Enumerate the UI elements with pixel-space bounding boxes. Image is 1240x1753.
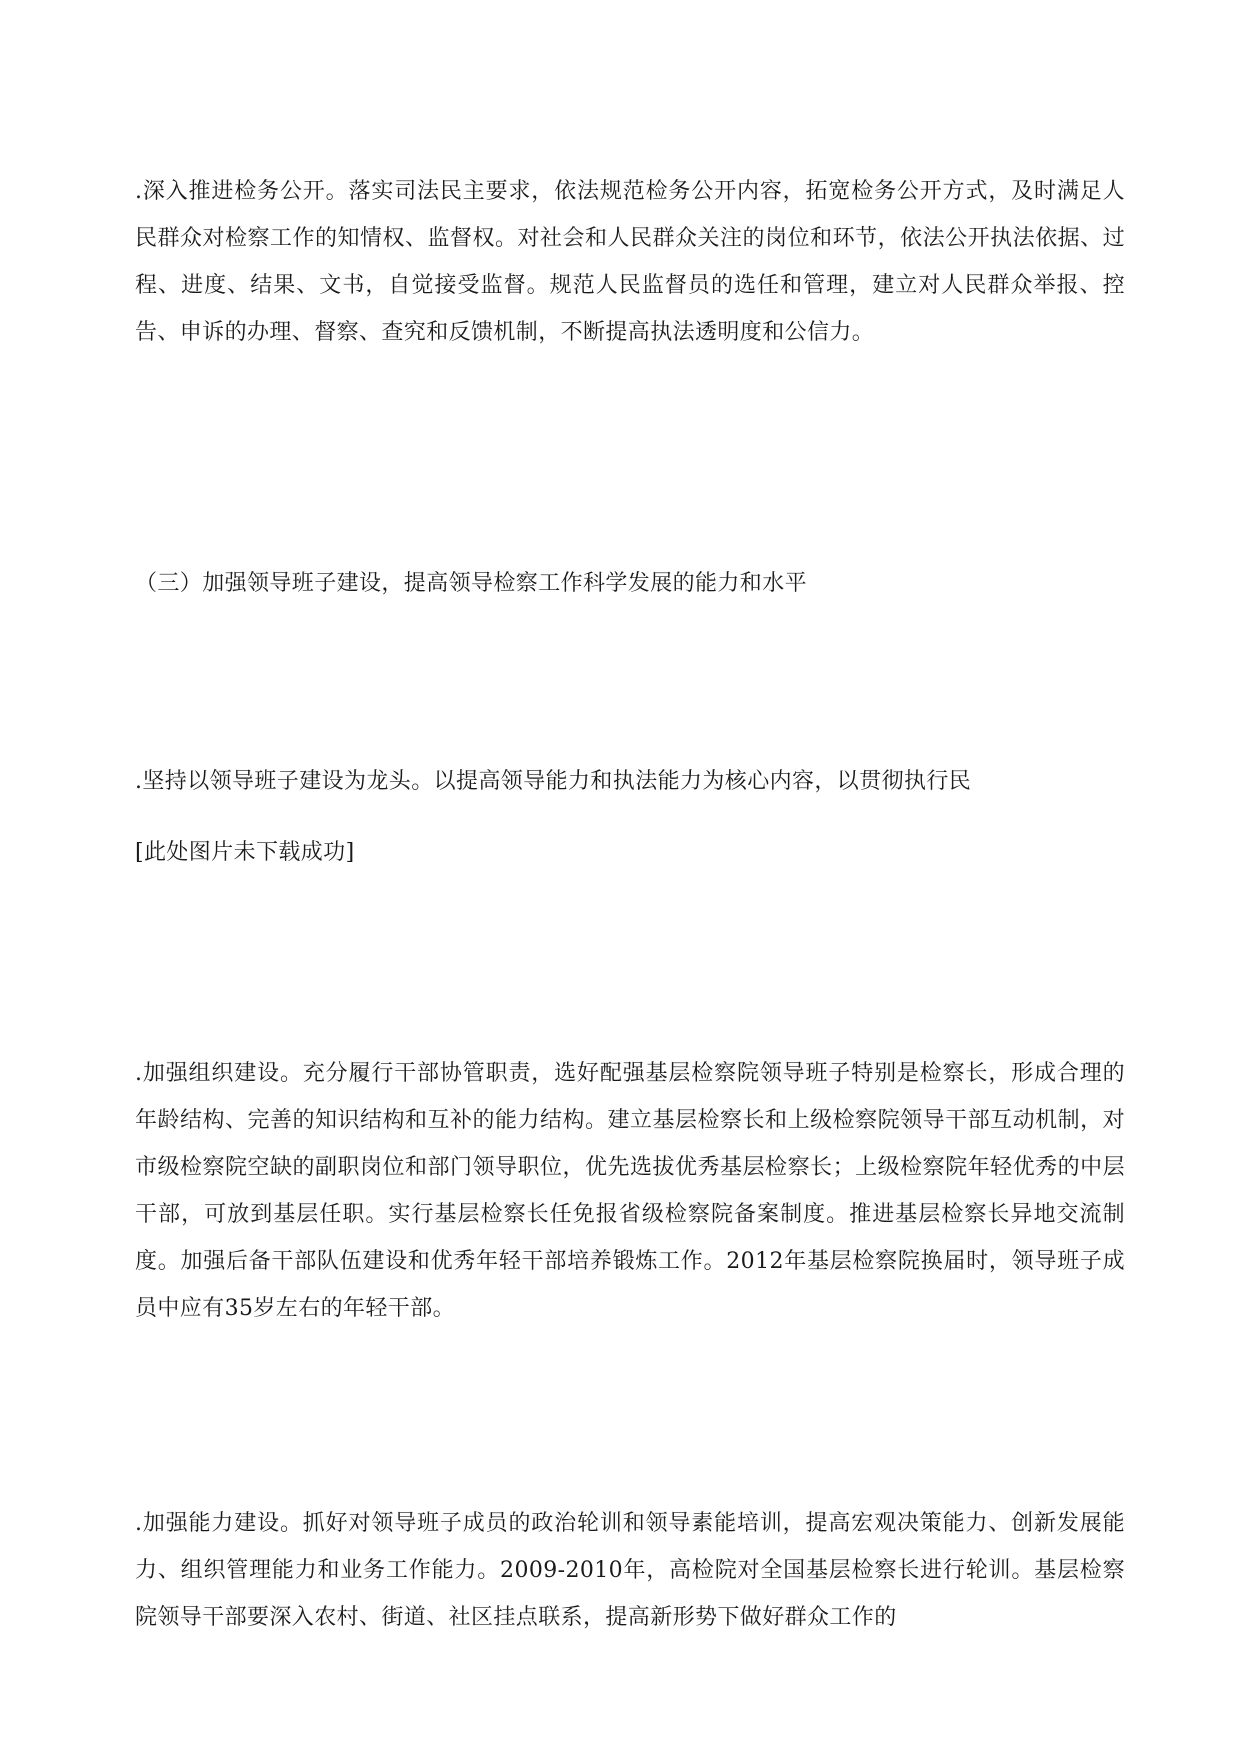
paragraph-organization-building: .加强组织建设。充分履行干部协管职责，选好配强基层检察院领导班子特别是检察长，形成合理的年龄结构、完善的知识结构和互补的能力结构。建立基层检察长和上级检察院领导干部互动机制，对市级检察院空缺的副职岗位和部门领导职位，优先选拔优秀基层检察长；上级检察院年轻优秀的中层干部，可放到基层任职。实行基层检察长任免报省级检察院备案制度。推进基层检察长异地交流制度。加强后备干部队伍建设和优秀年轻干部培养锻炼工作。2012年基层检察院换届时，领导班子成员中应有35岁左右的年轻干部。 [135,1061,1125,1321]
paragraph-leadership-core: .坚持以领导班子建设为龙头。以提高领导能力和执法能力为核心内容，以贯彻执行民 [135,769,972,794]
image-placeholder-text: [此处图片未下载成功] [135,840,355,865]
paragraph-procuratorial-openness: .深入推进检务公开。落实司法民主要求，依法规范检务公开内容，拓宽检务公开方式，及时满足人民群众对检察工作的知情权、监督权。对社会和人民群众关注的岗位和环节，依法公开执法依据、过程、进度、结果、文书，自觉接受监督。规范人民监督员的选任和管理，建立对人民群众举报、控告、申诉的办理、督察、查究和反馈机制，不断提高执法透明度和公信力。 [135,179,1125,345]
paragraph-capacity-building: .加强能力建设。抓好对领导班子成员的政治轮训和领导素能培训，提高宏观决策能力、创新发展能力、组织管理能力和业务工作能力。2009-2010年，高检院对全国基层检察长进行轮训。基层检察院领导干部要深入农村、街道、社区挂点联系，提高新形势下做好群众工作的 [135,1511,1125,1630]
section-heading: （三）加强领导班子建设，提高领导检察工作科学发展的能力和水平 [135,571,808,596]
